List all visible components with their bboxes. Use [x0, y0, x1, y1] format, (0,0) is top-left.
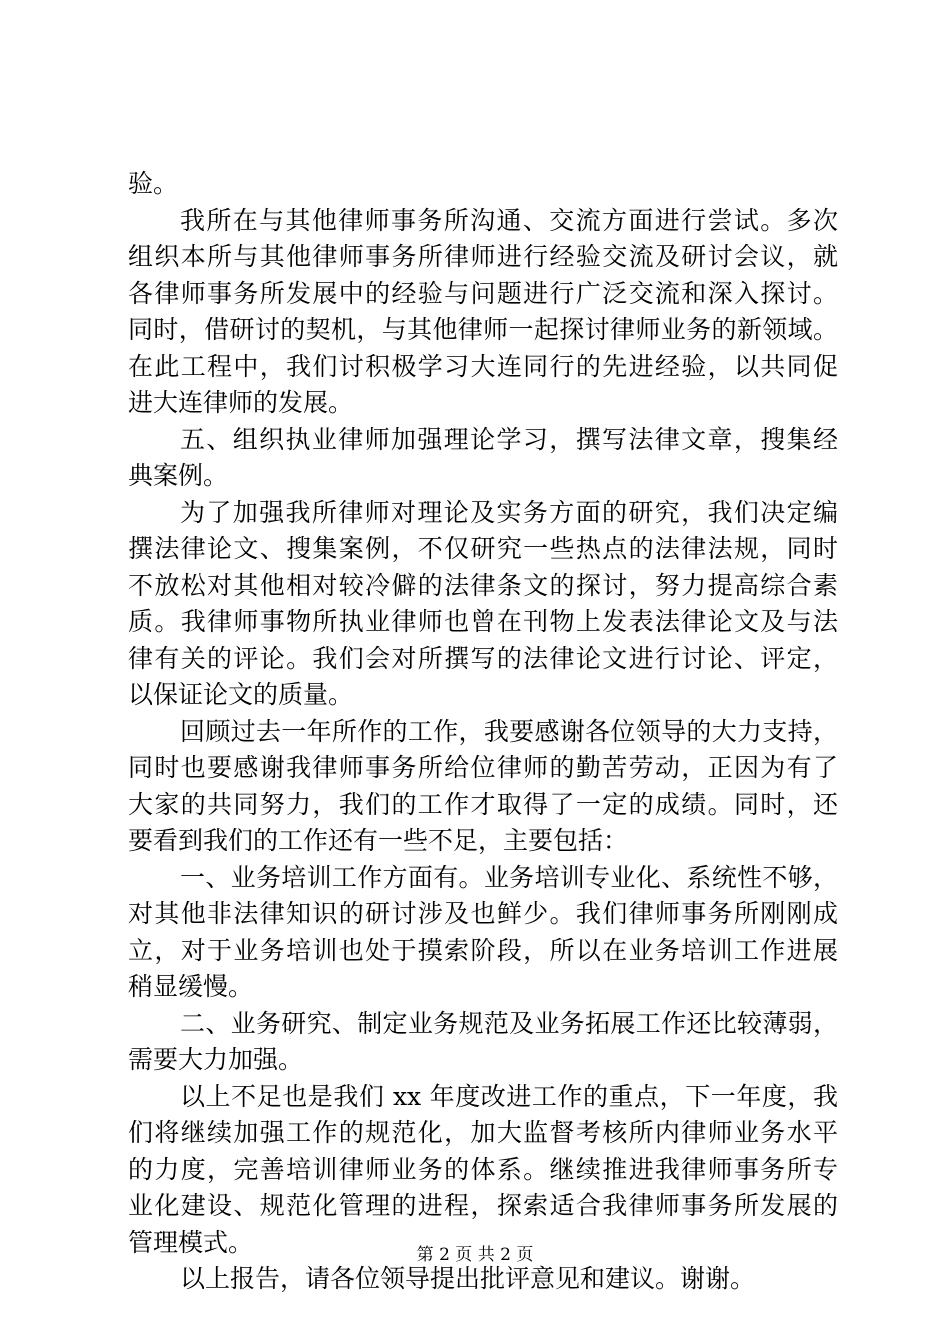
text-line: 们将继续加强工作的规范化，加大监督考核所内律师业务水平 [128, 1118, 838, 1147]
text-line: 回顾过去一年所作的工作，我要感谢各位领导的大力支持， [180, 716, 838, 746]
text-line: 五、组织执业律师加强理论学习，撰写法律文章，搜集经 [180, 424, 838, 454]
text-line: 以保证论文的质量。 [128, 680, 354, 709]
text-line: 进大连律师的发展。 [128, 388, 354, 417]
text-line: 各律师事务所发展中的经验与问题进行广泛交流和深入探讨。 [128, 278, 838, 308]
text-line: 在此工程中，我们讨积极学习大连同行的先进经验，以共同促 [128, 351, 838, 381]
text-line: 我所在与其他律师事务所沟通、交流方面进行尝试。多次 [180, 205, 838, 235]
text-line: 对其他非法律知识的研讨涉及也鲜少。我们律师事务所刚刚成 [128, 899, 838, 928]
text-line: 以上报告，请各位领导提出批评意见和建议。谢谢。 [180, 1264, 756, 1293]
text-line: 大家的共同努力，我们的工作才取得了一定的成绩。同时，还 [128, 789, 838, 819]
text-line: 一、业务培训工作方面有。业务培训专业化、系统性不够， [180, 862, 838, 892]
text-line: 二、业务研究、制定业务规范及业务拓展工作还比较薄弱， [180, 1008, 838, 1038]
text-line: 管理模式。 [128, 1227, 254, 1257]
text-line: 要看到我们的工作还有一些不足，主要包括： [128, 826, 629, 855]
text-line: 业化建设、规范化管理的进程，探索适合我律师事务所发展的 [128, 1191, 838, 1220]
text-line: 不放松对其他相对较冷僻的法律条文的探讨，努力提高综合素 [128, 570, 838, 600]
text-line: 需要大力加强。 [128, 1045, 304, 1074]
text-line: 同时，借研讨的契机，与其他律师一起探讨律师业务的新领域。 [128, 315, 838, 344]
text-line: 的力度，完善培训律师业务的体系。继续推进我律师事务所专 [128, 1154, 838, 1184]
page-number-footer: 第 2 页 共 2 页 [416, 1245, 534, 1265]
text-line: 稍显缓慢。 [128, 972, 254, 1001]
text-line: 同时也要感谢我律师事务所给位律师的勤苦劳动，正因为有了 [128, 753, 838, 782]
document-body [128, 166, 838, 1298]
text-line: 为了加强我所律师对理论及实务方面的研究，我们决定编 [180, 497, 838, 527]
text-line: 组织本所与其他律师事务所律师进行经验交流及研讨会议，就 [128, 242, 838, 271]
text-line: 以上不足也是我们 xx 年度改进工作的重点，下一年度，我 [180, 1081, 838, 1111]
text-line: 撰法律论文、搜集案例，不仅研究一些热点的法律法规，同时 [128, 534, 838, 563]
text-line: 律有关的评论。我们会对所撰写的法律论文进行讨论、评定， [128, 643, 838, 673]
text-line: 立，对于业务培训也处于摸索阶段，所以在业务培训工作进展 [128, 935, 838, 965]
text-line: 验。 [128, 169, 179, 198]
text-line: 质。我律师事物所执业律师也曾在刊物上发表法律论文及与法 [128, 607, 838, 636]
text-line: 典案例。 [128, 461, 229, 490]
